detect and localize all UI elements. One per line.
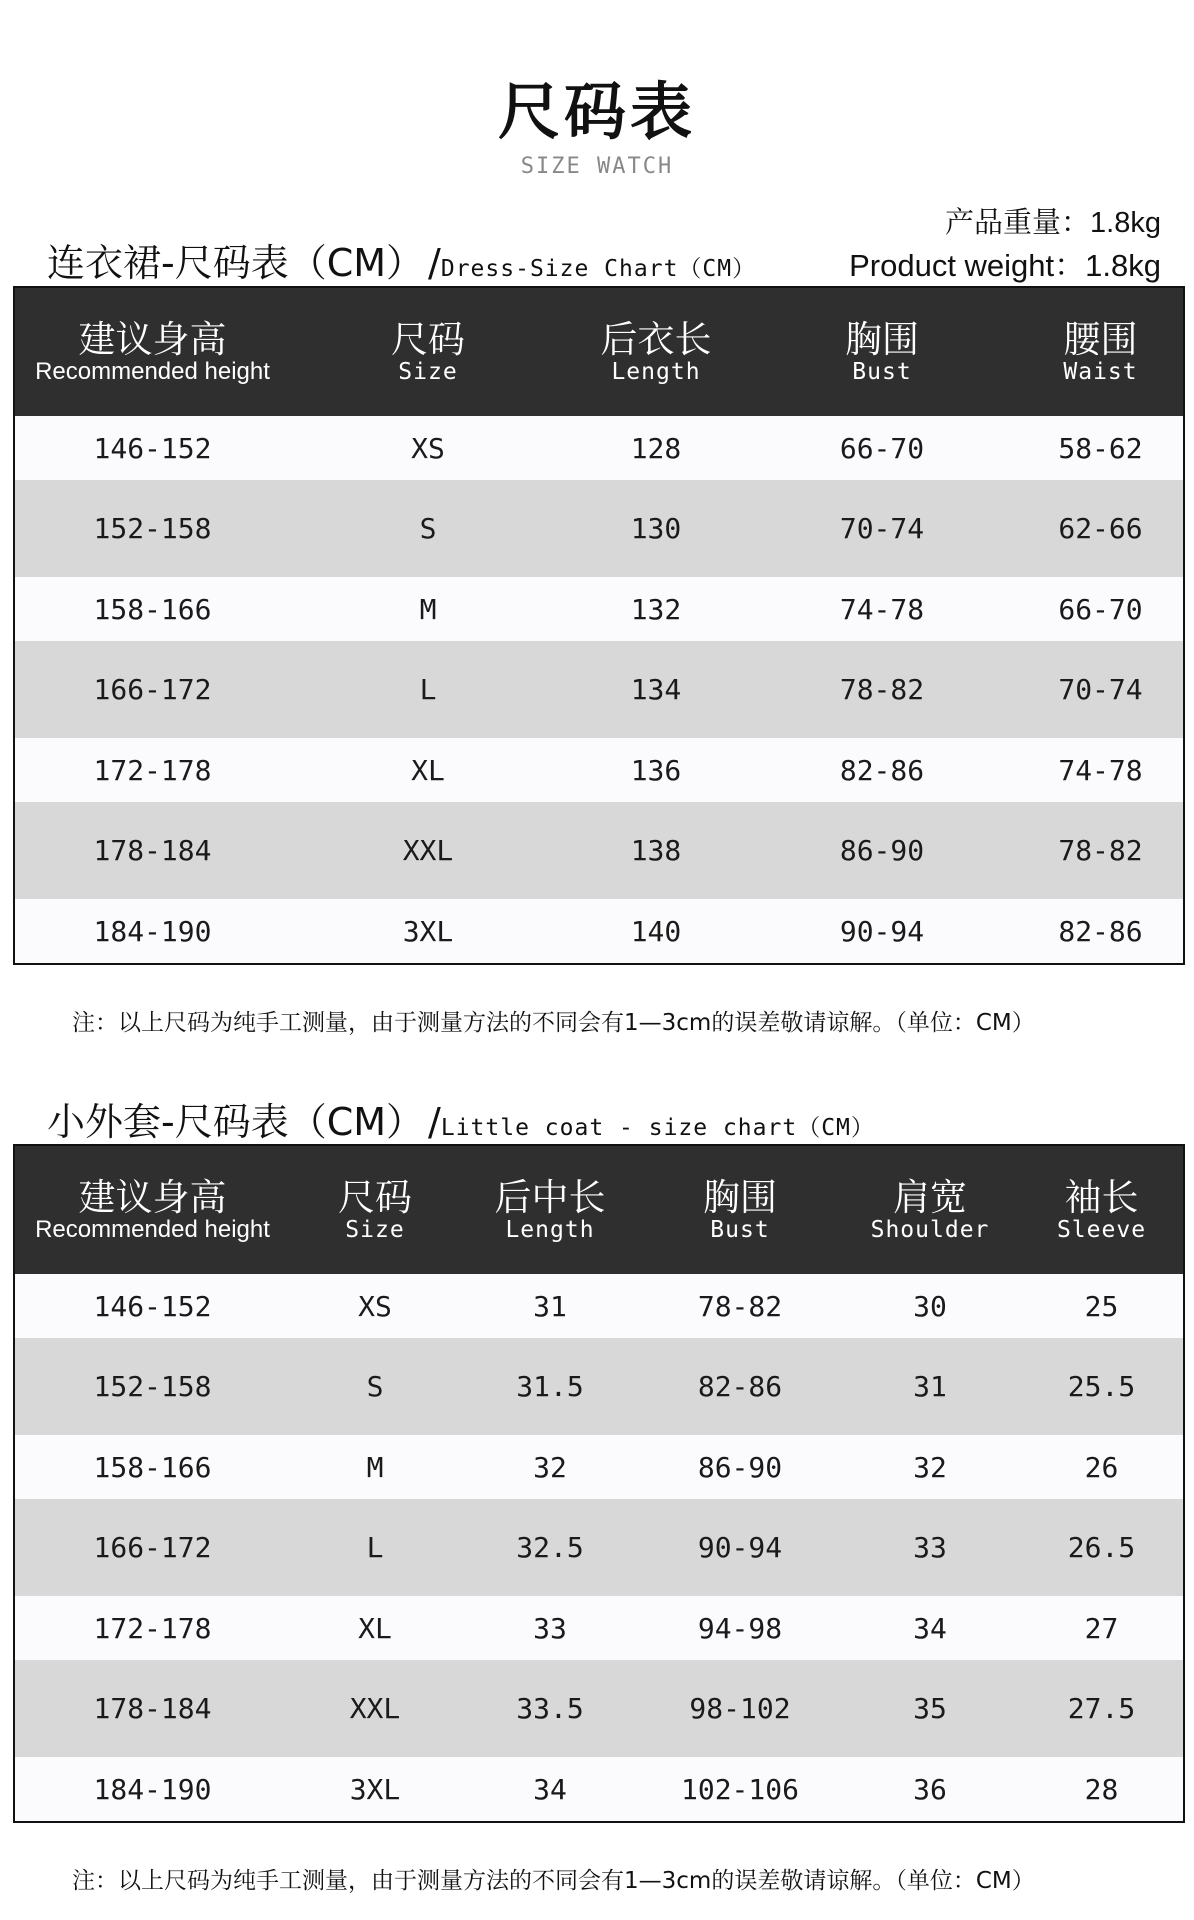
table-cell: 136 bbox=[566, 738, 746, 802]
table-cell: 78-82 bbox=[1018, 802, 1184, 899]
dress-title-en: Dress-Size Chart（CM） bbox=[440, 256, 757, 282]
coat-title-slash: / bbox=[428, 1100, 441, 1144]
coat-measurement-note: 注：以上尺码为纯手工测量，由于测量方法的不同会有1—3cm的误差敬请谅解。（单位：CM） bbox=[72, 1868, 1035, 1894]
dress-col-bust bbox=[746, 287, 1018, 416]
table-cell: 172-178 bbox=[14, 1596, 290, 1660]
dress-title-slash: / bbox=[428, 241, 441, 285]
table-cell: 26.5 bbox=[1020, 1499, 1184, 1596]
dress-col-bust-cn: 胸围 bbox=[845, 318, 919, 361]
table-cell: 33 bbox=[460, 1596, 640, 1660]
table-cell: 30 bbox=[840, 1274, 1020, 1338]
table-cell: 34 bbox=[460, 1757, 640, 1822]
table-cell: 128 bbox=[566, 416, 746, 480]
dress-col-size-en: Size bbox=[398, 359, 458, 385]
table-cell: 25.5 bbox=[1020, 1338, 1184, 1435]
table-cell: 58-62 bbox=[1018, 416, 1184, 480]
table-cell: S bbox=[290, 480, 566, 577]
coat-section-title bbox=[47, 1091, 875, 1146]
coat-size-table bbox=[13, 1144, 1185, 1823]
table-cell: 152-158 bbox=[14, 1338, 290, 1435]
coat-col-sleeve bbox=[1020, 1145, 1184, 1274]
coat-col-sleeve-en: Sleeve bbox=[1056, 1217, 1147, 1243]
dress-measurement-note: 注：以上尺码为纯手工测量，由于测量方法的不同会有1—3cm的误差敬请谅解。（单位：CM） bbox=[72, 1010, 1035, 1036]
table-cell: XL bbox=[290, 738, 566, 802]
table-row bbox=[14, 1435, 1184, 1499]
coat-col-shoulder-en: Shoulder bbox=[870, 1217, 990, 1243]
table-cell: 130 bbox=[566, 480, 746, 577]
dress-col-waist bbox=[1018, 287, 1184, 416]
dress-title-cn: 连衣裙-尺码表（CM） bbox=[47, 241, 425, 285]
table-cell: M bbox=[290, 1435, 460, 1499]
table-cell: 32.5 bbox=[460, 1499, 640, 1596]
table-cell: 31 bbox=[460, 1274, 640, 1338]
coat-col-shoulder bbox=[840, 1145, 1020, 1274]
table-cell: 146-152 bbox=[14, 416, 290, 480]
coat-col-bust-cn: 胸围 bbox=[703, 1176, 777, 1219]
table-cell: 70-74 bbox=[1018, 641, 1184, 738]
table-cell: 70-74 bbox=[746, 480, 1018, 577]
table-cell: 166-172 bbox=[14, 641, 290, 738]
coat-col-shoulder-cn: 肩宽 bbox=[893, 1176, 967, 1219]
coat-col-sleeve-cn: 袖长 bbox=[1064, 1176, 1139, 1219]
table-cell: 158-166 bbox=[14, 1435, 290, 1499]
coat-col-bust-en: Bust bbox=[710, 1217, 770, 1243]
table-cell: 82-86 bbox=[1018, 899, 1184, 964]
table-row bbox=[14, 1596, 1184, 1660]
coat-title-cn: 小外套-尺码表（CM） bbox=[47, 1100, 425, 1144]
table-cell: 184-190 bbox=[14, 899, 290, 964]
dress-section-title bbox=[47, 232, 756, 287]
table-row bbox=[14, 1338, 1184, 1435]
table-row bbox=[14, 899, 1184, 964]
dress-col-length bbox=[566, 287, 746, 416]
table-row bbox=[14, 1757, 1184, 1822]
dress-col-size bbox=[290, 287, 566, 416]
dress-col-height-en: Recommended height bbox=[35, 358, 270, 385]
table-cell: 35 bbox=[840, 1660, 1020, 1757]
table-cell: 62-66 bbox=[1018, 480, 1184, 577]
table-cell: M bbox=[290, 577, 566, 641]
page-title: 尺码表 bbox=[497, 75, 696, 148]
dress-col-waist-cn: 腰围 bbox=[1063, 318, 1138, 361]
table-cell: 86-90 bbox=[746, 802, 1018, 899]
table-cell: L bbox=[290, 641, 566, 738]
table-cell: 98-102 bbox=[640, 1660, 840, 1757]
table-cell: 78-82 bbox=[746, 641, 1018, 738]
table-cell: 3XL bbox=[290, 1757, 460, 1822]
table-cell: 31.5 bbox=[460, 1338, 640, 1435]
table-cell: 90-94 bbox=[746, 899, 1018, 964]
dress-col-height-cn: 建议身高 bbox=[78, 318, 227, 361]
table-cell: 66-70 bbox=[1018, 577, 1184, 641]
table-cell: 25 bbox=[1020, 1274, 1184, 1338]
product-weight-cn: 产品重量：1.8kg bbox=[945, 207, 1161, 239]
dress-col-length-en: Length bbox=[611, 359, 701, 385]
table-row bbox=[14, 1274, 1184, 1338]
table-cell: S bbox=[290, 1338, 460, 1435]
dress-size-table bbox=[13, 286, 1185, 965]
table-cell: XS bbox=[290, 416, 566, 480]
table-cell: 90-94 bbox=[640, 1499, 840, 1596]
table-row bbox=[14, 416, 1184, 480]
table-cell: L bbox=[290, 1499, 460, 1596]
dress-col-size-cn: 尺码 bbox=[391, 318, 465, 361]
coat-col-height-en: Recommended height bbox=[35, 1216, 270, 1243]
table-cell: 3XL bbox=[290, 899, 566, 964]
table-cell: XL bbox=[290, 1596, 460, 1660]
coat-col-height-cn: 建议身高 bbox=[78, 1176, 227, 1219]
table-row bbox=[14, 738, 1184, 802]
table-cell: 134 bbox=[566, 641, 746, 738]
dress-col-length-cn: 后衣长 bbox=[600, 318, 712, 361]
coat-col-length bbox=[460, 1145, 640, 1274]
table-cell: XXL bbox=[290, 1660, 460, 1757]
table-cell: 33.5 bbox=[460, 1660, 640, 1757]
table-cell: 172-178 bbox=[14, 738, 290, 802]
table-cell: 158-166 bbox=[14, 577, 290, 641]
table-cell: 146-152 bbox=[14, 1274, 290, 1338]
table-row bbox=[14, 1499, 1184, 1596]
table-cell: 31 bbox=[840, 1338, 1020, 1435]
table-cell: 178-184 bbox=[14, 802, 290, 899]
table-cell: 34 bbox=[840, 1596, 1020, 1660]
table-cell: XXL bbox=[290, 802, 566, 899]
table-cell: 102-106 bbox=[640, 1757, 840, 1822]
table-cell: 74-78 bbox=[1018, 738, 1184, 802]
page-subtitle: SIZE WATCH bbox=[520, 154, 674, 179]
coat-col-height bbox=[14, 1145, 290, 1274]
dress-col-bust-en: Bust bbox=[852, 359, 912, 385]
table-cell: 32 bbox=[460, 1435, 640, 1499]
table-cell: 82-86 bbox=[640, 1338, 840, 1435]
table-cell: 166-172 bbox=[14, 1499, 290, 1596]
coat-header-row bbox=[14, 1145, 1184, 1274]
table-cell: 27 bbox=[1020, 1596, 1184, 1660]
table-cell: 26 bbox=[1020, 1435, 1184, 1499]
coat-col-length-cn: 后中长 bbox=[494, 1176, 606, 1219]
coat-col-size-cn: 尺码 bbox=[338, 1176, 412, 1219]
table-cell: 94-98 bbox=[640, 1596, 840, 1660]
coat-col-bust bbox=[640, 1145, 840, 1274]
coat-col-length-en: Length bbox=[505, 1217, 595, 1243]
table-cell: 82-86 bbox=[746, 738, 1018, 802]
table-cell: 36 bbox=[840, 1757, 1020, 1822]
dress-col-waist-en: Waist bbox=[1063, 359, 1138, 385]
table-cell: 138 bbox=[566, 802, 746, 899]
table-cell: 27.5 bbox=[1020, 1660, 1184, 1757]
table-cell: 178-184 bbox=[14, 1660, 290, 1757]
product-weight-en: Product weight：1.8kg bbox=[849, 248, 1161, 283]
table-cell: 140 bbox=[566, 899, 746, 964]
table-cell: 184-190 bbox=[14, 1757, 290, 1822]
table-cell: 28 bbox=[1020, 1757, 1184, 1822]
coat-col-size bbox=[290, 1145, 460, 1274]
table-cell: XS bbox=[290, 1274, 460, 1338]
table-cell: 32 bbox=[840, 1435, 1020, 1499]
table-row bbox=[14, 480, 1184, 577]
coat-col-size-en: Size bbox=[345, 1217, 405, 1243]
table-row bbox=[14, 577, 1184, 641]
coat-title-en: Little coat - size chart（CM） bbox=[440, 1115, 875, 1141]
table-cell: 78-82 bbox=[640, 1274, 840, 1338]
table-cell: 66-70 bbox=[746, 416, 1018, 480]
table-row bbox=[14, 641, 1184, 738]
table-cell: 86-90 bbox=[640, 1435, 840, 1499]
dress-col-height bbox=[14, 287, 290, 416]
table-row bbox=[14, 802, 1184, 899]
table-cell: 132 bbox=[566, 577, 746, 641]
table-cell: 152-158 bbox=[14, 480, 290, 577]
dress-header-row bbox=[14, 287, 1184, 416]
table-cell: 33 bbox=[840, 1499, 1020, 1596]
table-row bbox=[14, 1660, 1184, 1757]
table-cell: 74-78 bbox=[746, 577, 1018, 641]
